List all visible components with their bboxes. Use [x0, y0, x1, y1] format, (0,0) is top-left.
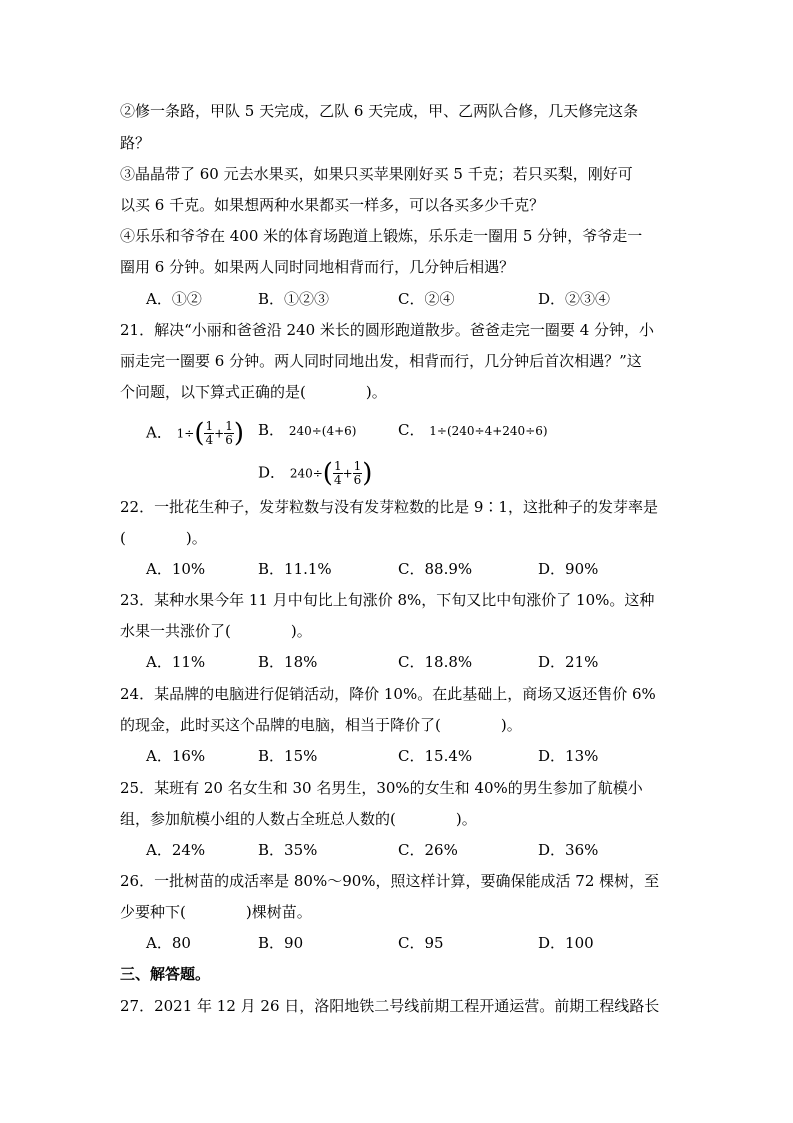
- question-20-item-4-line-2: 圈用 6 分钟。如果两人同时同地相背而行，几分钟后相遇？: [120, 258, 515, 276]
- question-21-line-2: 丽走完一圈要 6 分钟。两人同时同地出发，相背而行，几分钟后首次相遇？”这: [120, 352, 642, 370]
- question-26-line-2: 少要种下( )棵树苗。: [120, 903, 312, 921]
- open-paren: (: [194, 418, 205, 449]
- option-b-expression: 240÷(4+6): [288, 424, 357, 438]
- option-d-prefix: 240÷: [289, 466, 323, 481]
- question-26-line-1: 26．一批树苗的成活率是 80%～90%，照这样计算，要确保能成活 72 棵树，至: [120, 872, 660, 890]
- question-26-option-b[interactable]: B．90: [258, 934, 304, 952]
- question-22-line-2: ( )。: [120, 529, 207, 547]
- option-d-label: D．: [258, 463, 286, 482]
- question-25-option-d[interactable]: D．36%: [538, 841, 599, 859]
- question-25-line-2: 组，参加航模小组的人数占全班总人数的( )。: [120, 810, 477, 828]
- close-paren: ): [362, 458, 373, 489]
- question-23-option-a[interactable]: A．11%: [146, 653, 206, 671]
- question-20-option-d[interactable]: D．②③④: [538, 290, 611, 308]
- question-20-option-b[interactable]: B．①②③: [258, 290, 330, 308]
- open-paren: (: [322, 458, 333, 489]
- question-25-line-1: 25．某班有 20 名女生和 30 名男生，30%的女生和 40%的男生参加了航模小: [120, 779, 643, 797]
- plus-sign: +: [342, 466, 353, 481]
- question-22-option-a[interactable]: A．10%: [146, 560, 206, 578]
- question-21-line-3: 个问题，以下算式正确的是( )。: [120, 383, 387, 401]
- option-b-label: B．: [258, 421, 285, 439]
- question-23-option-d[interactable]: D．21%: [538, 653, 599, 671]
- fraction-1-6: $\frac{1}{6}$: [353, 459, 362, 487]
- question-22-option-b[interactable]: B．11.1%: [258, 560, 332, 578]
- question-21-line-1: 21．解决“小丽和爸爸沿 240 米长的圆形跑道散步。爸爸走完一圈要 4 分钟，小: [120, 321, 655, 339]
- question-23-line-1: 23．某种水果今年 11 月中旬比上旬涨价 8%，下旬又比中旬涨价了 10%。这种: [120, 591, 655, 609]
- question-26-option-d[interactable]: D．100: [538, 934, 594, 952]
- question-25-option-c[interactable]: C．26%: [398, 841, 458, 859]
- plus-sign: +: [214, 426, 225, 441]
- question-21-option-b[interactable]: [258, 420, 356, 441]
- question-24-option-a[interactable]: A．16%: [146, 747, 206, 765]
- question-21-option-a[interactable]: [146, 420, 244, 447]
- question-20-item-2-line-2: 路？: [120, 134, 151, 152]
- question-23-line-2: 水果一共涨价了( )。: [120, 622, 312, 640]
- question-24-line-2: 的现金，此时买这个品牌的电脑，相当于降价了( )。: [120, 716, 522, 734]
- question-27-line-1: 27．2021 年 12 月 26 日，洛阳地铁二号线前期工程开通运营。前期工程线路长: [120, 997, 660, 1015]
- option-c-label: C．: [398, 421, 425, 439]
- question-20-option-c[interactable]: C．②④: [398, 290, 455, 308]
- question-22-option-c[interactable]: C．88.9%: [398, 560, 473, 578]
- question-21-option-c[interactable]: [398, 420, 548, 441]
- question-24-option-b[interactable]: B．15%: [258, 747, 318, 765]
- fraction-1-6: $\frac{1}{6}$: [225, 419, 233, 447]
- fraction-1-4: $\frac{1}{4}$: [205, 419, 214, 447]
- option-a-prefix: 1÷: [176, 426, 195, 441]
- question-26-option-a[interactable]: A．80: [146, 934, 191, 952]
- question-24-option-c[interactable]: C．15.4%: [398, 747, 473, 765]
- question-20-item-3-line-1: ③晶晶带了 60 元去水果买，如果只买苹果刚好买 5 千克；若只买梨，刚好可: [120, 165, 633, 183]
- close-paren: ): [233, 418, 244, 449]
- question-20-option-a[interactable]: A．①②: [146, 290, 202, 308]
- question-20-item-4-line-1: ④乐乐和爷爷在 400 米的体育场跑道上锻炼，乐乐走一圈用 5 分钟，爷爷走一: [120, 227, 643, 245]
- fraction-1-4: $\frac{1}{4}$: [333, 459, 342, 487]
- question-25-option-b[interactable]: B．35%: [258, 841, 318, 859]
- question-26-option-c[interactable]: C．95: [398, 934, 444, 952]
- question-22-line-1: 22．一批花生种子，发芽粒数与没有发芽粒数的比是 9∶1，这批种子的发芽率是: [120, 498, 658, 516]
- question-24-option-d[interactable]: D．13%: [538, 747, 599, 765]
- question-23-option-c[interactable]: C．18.8%: [398, 653, 473, 671]
- question-20-item-3-line-2: 以买 6 千克。如果想两种水果都买一样多，可以各买多少千克？: [120, 196, 545, 214]
- question-23-option-b[interactable]: B．18%: [258, 653, 318, 671]
- question-24-line-1: 24．某品牌的电脑进行促销活动，降价 10%。在此基础上，商场又返还售价 6%: [120, 685, 656, 703]
- option-c-expression: 1÷(240÷4+240÷6): [429, 424, 548, 438]
- question-22-option-d[interactable]: D．90%: [538, 560, 599, 578]
- question-25-option-a[interactable]: A．24%: [146, 841, 206, 859]
- section-3-heading: 三、解答题。: [120, 965, 211, 983]
- question-21-option-d[interactable]: [258, 460, 372, 487]
- option-a-label: A．: [146, 423, 172, 442]
- question-20-item-2-line-1: ②修一条路，甲队 5 天完成，乙队 6 天完成，甲、乙两队合修，几天修完这条: [120, 102, 639, 120]
